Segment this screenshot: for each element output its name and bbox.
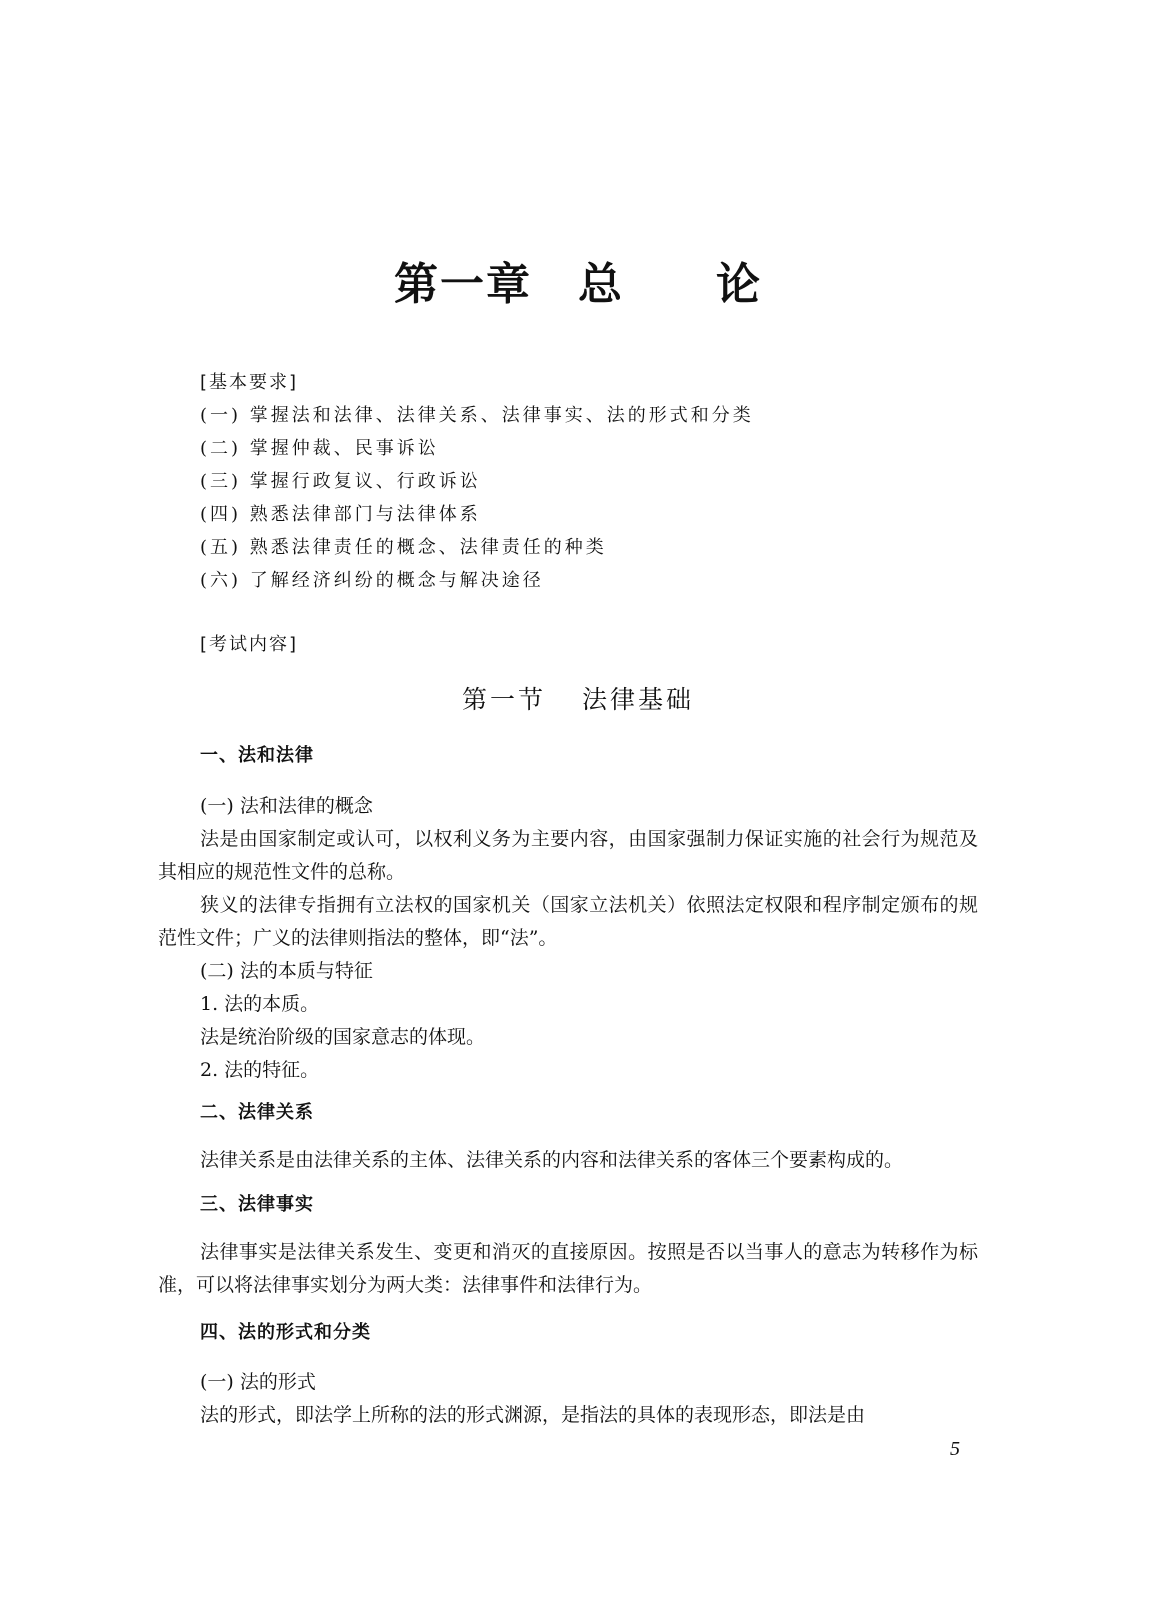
list-item-essence: 1. 法的本质。 xyxy=(200,993,320,1015)
paragraph-legal-facts: 法律事实是法律关系发生、变更和消灭的直接原因。按照是否以当事人的意志为转移作为标准，可以将法律事实划分为两大类：法律事件和法律行为。 xyxy=(158,1241,978,1296)
requirement-item: (三) 掌握行政复议、行政诉讼 xyxy=(200,471,481,492)
requirement-item: (二) 掌握仲裁、民事诉讼 xyxy=(200,438,439,459)
subheading-essence: (二) 法的本质与特征 xyxy=(200,960,373,982)
heading-law-and-laws: 一、法和法律 xyxy=(200,745,314,766)
section-title xyxy=(0,682,1156,718)
paragraph-narrow-broad-law: 狭义的法律专指拥有立法权的国家机关（国家立法机关）依照法定权限和程序制定颁布的规范性文件；广义的法律则指法的整体，即“法”。 xyxy=(158,894,978,949)
section-number: 第一节 xyxy=(461,685,546,714)
chapter-number: 第一章 xyxy=(394,259,532,310)
exam-content-heading: [考试内容] xyxy=(200,634,299,655)
paragraph-forms: 法的形式，即法学上所称的法的形式渊源，是指法的具体的表现形态，即法是由 xyxy=(200,1404,866,1426)
paragraph-definition: 法是由国家制定或认可，以权利义务为主要内容，由国家强制力保证实施的社会行为规范及其相应的规范性文件的总称。 xyxy=(158,828,978,883)
page-number: 5 xyxy=(950,1438,960,1460)
requirement-item: (五) 熟悉法律责任的概念、法律责任的种类 xyxy=(200,537,607,558)
heading-legal-relations: 二、法律关系 xyxy=(200,1102,314,1123)
basic-requirements-list xyxy=(200,402,1000,600)
basic-requirements-heading: [基本要求] xyxy=(200,372,299,393)
section-name: 法律基础 xyxy=(582,685,695,714)
heading-forms-classification: 四、法的形式和分类 xyxy=(200,1322,371,1343)
subheading-forms: (一) 法的形式 xyxy=(200,1371,316,1393)
requirement-item: (一) 掌握法和法律、法律关系、法律事实、法的形式和分类 xyxy=(200,405,754,426)
subheading-concept: (一) 法和法律的概念 xyxy=(200,795,373,817)
chapter-title xyxy=(0,255,1156,315)
paragraph-essence: 法是统治阶级的国家意志的体现。 xyxy=(200,1026,486,1048)
requirement-item: (四) 熟悉法律部门与法律体系 xyxy=(200,504,481,525)
chapter-title-word-1: 总 xyxy=(578,259,624,310)
chapter-title-word-2: 论 xyxy=(716,259,762,310)
requirement-item: (六) 了解经济纠纷的概念与解决途径 xyxy=(200,570,544,591)
heading-legal-facts: 三、法律事实 xyxy=(200,1194,314,1215)
paragraph-legal-relations: 法律关系是由法律关系的主体、法律关系的内容和法律关系的客体三个要素构成的。 xyxy=(200,1149,904,1171)
list-item-features: 2. 法的特征。 xyxy=(200,1059,320,1081)
